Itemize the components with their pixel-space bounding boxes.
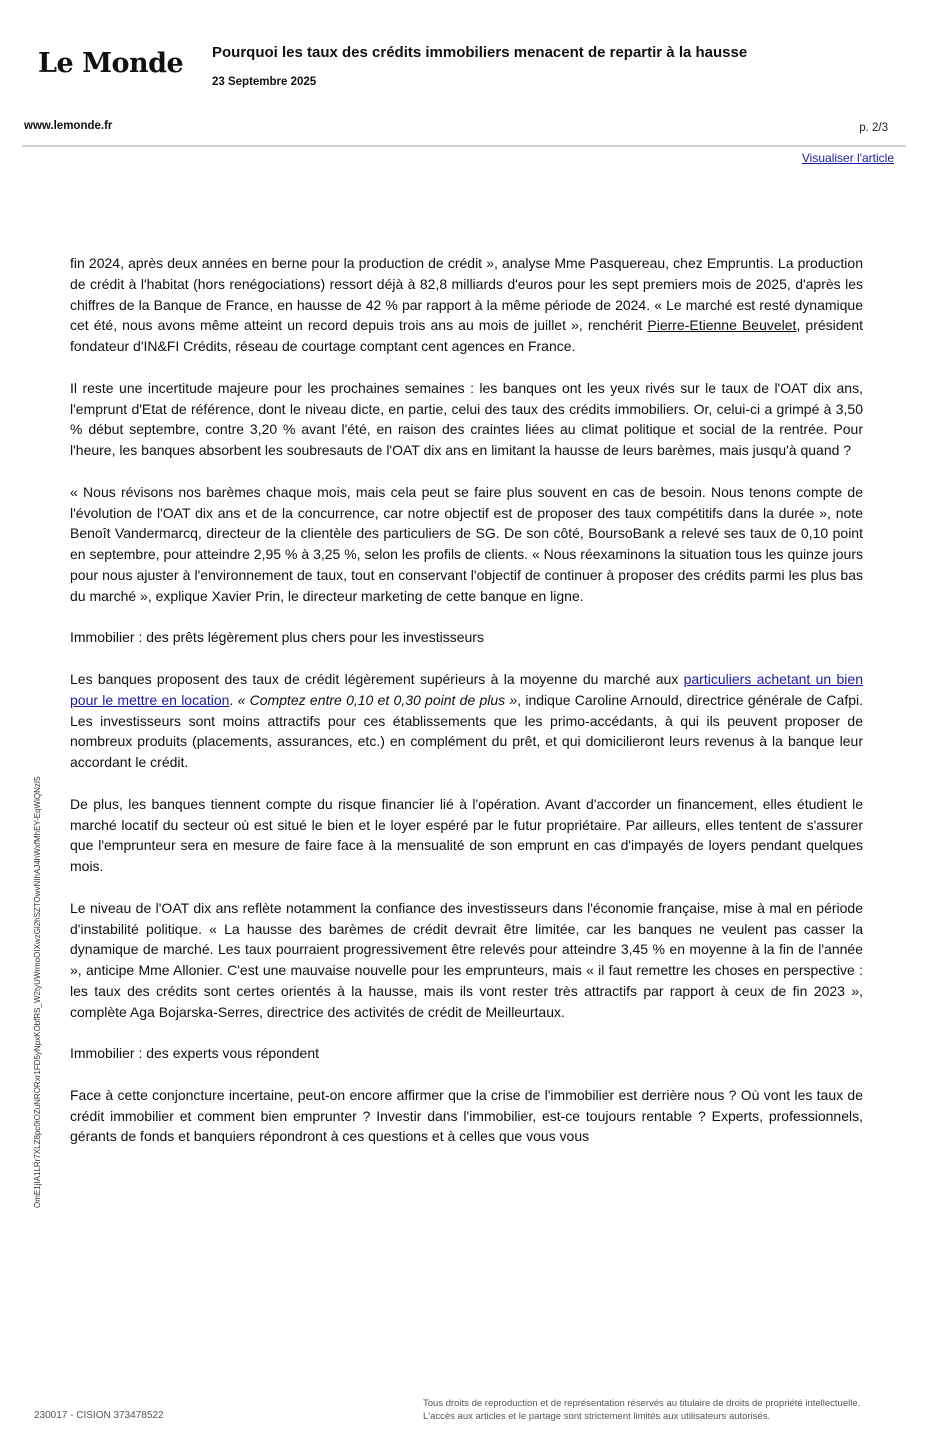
paragraph-1-text-b: , président fondateur d'IN&FI Crédits, réseau de courtage comptant cent agences en France. [70,317,863,355]
italic-quote: « Comptez entre 0,10 et 0,30 point de plus » [237,691,518,708]
footer-rights-notice [423,1397,903,1423]
footer-rights-line-2: L'accès aux articles et le partage sont strictement limités aux utilisateurs autorisés. [423,1411,771,1422]
vertical-tracking-code: OmE1jIA1LRr7XLZ8pc0iOZuNRORxr1FD5yNpxKObfRS_W2tyUWrmoOIXwzGl2hSZTOwvNIhAJ4hWxfMhEY-EqWiQNzI5 [33,776,42,1208]
subheading-investors: Immobilier : des prêts légèrement plus chers pour les investisseurs [70,629,484,646]
publication-date: 23 Septembre 2025 [212,76,317,88]
le-monde-logo: Le Monde [38,48,184,79]
footer-rights-line-1: Tous droits de reproduction et de représentation réservés au titulaire de droits de propriété intellectuelle. [423,1398,861,1409]
paragraph-4-text-a: Les banques proposent des taux de crédit légèrement supérieurs à la moyenne du marché aux [70,670,684,687]
page-number: p. 2/3 [859,122,888,134]
rental-investors-link[interactable]: particuliers achetant un bien pour le mettre en location [70,670,863,708]
paragraph-3: « Nous révisons nos barèmes chaque mois, mais cela peut se faire plus souvent en cas de besoin. Nous tenons compte de l'évolution de l'OAT dix ans et de la concurrence, car notre objectif est de proposer des taux compétitifs dans la durée », note Benoît Vandermarcq, directeur de la clientèle des particuliers de SG. De son côté, BoursoBank a relevé ses taux de 0,10 point en septembre, pour atteindre 2,95 % à 3,25 %, selon les profils de clients. « Nous réexaminons la situation tous les quinze jours pour nous ajuster à l'environnement de taux, tout en conservant l'objectif de continuer à proposer des crédits parmi les plus bas du marché », explique Xavier Prin, le directeur marketing de cette banque en ligne. [70,483,863,604]
header-divider [22,145,906,147]
subheading-experts: Immobilier : des experts vous répondent [70,1045,320,1062]
paragraph-6: Le niveau de l'OAT dix ans reflète notamment la confiance des investisseurs dans l'économie française, mise à mal en période d'instabilité politique. « La hausse des barèmes de crédit devrait être limitée, car les banques ne veulent pas casser la dynamique de marché. Les taux pourraient progressivement être relevés pour atteindre 3,45 % en moyenne à la fin de l'année », anticipe Mme Allonier. C'est une mauvaise nouvelle pour les emprunteurs, mais « il faut remettre les choses en perspective : les taux des crédits sont certes orientés à la hausse, mais ils vont rester très attractifs par rapport à ceux de fin 2023 », complète Aga Bojarska-Serres, directrice des activités de crédit de Meilleurtaux. [70,899,863,1020]
paragraph-1-text-a: fin 2024, après deux années en berne pour la production de crédit », analyse Mme Pasquereau, chez Empruntis. La production de crédit à l'habitat (hors renégociations) ressort déjà à 82,8 milliards d'euros pour les sept premiers mois de 2025, d'après les chiffres de la Banque de France, en hausse de 42 % par rapport à la même période de 2024. « Le marché est resté dynamique cet été, nous avons même atteint un record depuis trois ans au mois de juillet », renchérit [70,255,863,334]
paragraph-2: Il reste une incertitude majeure pour les prochaines semaines : les banques ont les yeux rivés sur le taux de l'OAT dix ans, l'emprunt d'Etat de référence, dont le niveau dicte, en partie, celui des taux des crédits immobiliers. Or, celui-ci a grimpé à 3,50 % début septembre, contre 3,20 % avant l'été, en raison des craintes liées au climat politique et social de la rentrée. Pour l'heure, les banques absorbent les soubresauts de l'OAT dix ans en limitant la hausse de leurs barèmes, mais jusqu'à quand ? [70,379,863,459]
paragraph-4-text-c: , indique Caroline Arnould, directrice générale de Cafpi. Les investisseurs sont moins attractifs pour ces établissements que les primo-accédants, à qui ils peuvent proposer de nombreux produits (placements, assurances, etc.) en complément du prêt, et qui domicilieront leurs revenus à la banque leur accordant le crédit. [70,691,863,771]
source-site: www.lemonde.fr [24,120,113,132]
paragraph-4 [70,669,863,773]
article-title: Pourquoi les taux des crédits immobiliers menacent de repartir à la hausse [212,44,748,61]
paragraph-4-text-b: . [229,691,238,708]
paragraph-5: De plus, les banques tiennent compte du risque financier lié à l'opération. Avant d'accorder un financement, elles étudient le marché locatif du secteur où est situé le bien et le loyer espéré par le futur propriétaire. Par ailleurs, elles tentent de s'assurer que l'emprunteur sera en mesure de faire face à la mensualité de son emprunt en cas d'impayés de loyers pendant quelques mois. [70,795,863,875]
paragraph-1 [70,253,863,357]
paragraph-7: Face à cette conjoncture incertaine, peut-on encore affirmer que la crise de l'immobilier est derrière nous ? Où vont les taux de crédit immobilier et comment bien emprunter ? Investir dans l'immobilier, est-ce toujours rentable ? Experts, professionnels, gérants de fonds et banquiers répondront à ces questions et à celles que vous vous [70,1086,863,1145]
footer-cision-id: 230017 - CISION 373478522 [34,1410,164,1421]
view-article-link[interactable]: Visualiser l'article [801,151,894,165]
person-name-underlined: Pierre-Etienne Beuvelet [647,317,797,334]
article-body [70,253,863,1168]
